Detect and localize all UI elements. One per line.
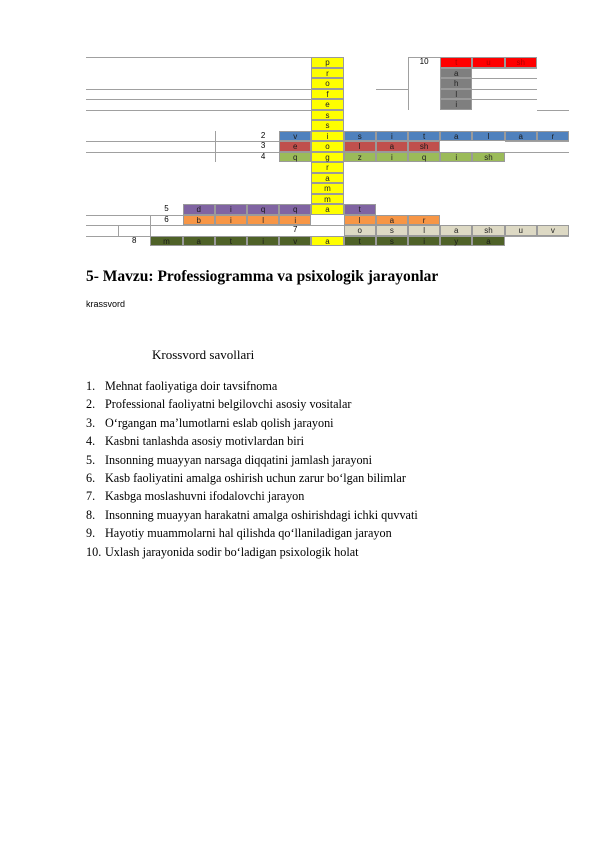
question-number: 8. [86, 507, 96, 522]
row-letter-cell: s [344, 131, 376, 142]
row-letter-cell: u [505, 225, 537, 236]
grid-line [86, 57, 311, 58]
row-letter-cell: sh [505, 57, 537, 68]
question-number: 5. [86, 452, 96, 467]
row-letter-cell: e [279, 141, 311, 152]
row-letter-cell: r [537, 131, 569, 142]
question-text: Mehnat faoliyatiga doir tavsifnoma [105, 379, 278, 393]
row-letter-cell: q [279, 204, 311, 215]
vertical-letter-cell: s [311, 120, 343, 131]
question-text: Insonning muayyan narsaga diqqatini jamlash jarayoni [105, 452, 373, 467]
question-item [86, 432, 418, 450]
row-letter-cell: i [376, 152, 408, 163]
row-letter-cell: l [344, 215, 376, 226]
row-letter-cell: v [279, 236, 311, 247]
crossword-grid [0, 0, 596, 270]
vertical-letter-cell: r [311, 68, 343, 79]
question-item [86, 506, 418, 524]
column-letter-cell: l [440, 89, 472, 100]
question-number: 6. [86, 470, 96, 485]
row-letter-cell: l [472, 131, 504, 142]
question-item [86, 487, 418, 505]
row-letter-cell: a [440, 131, 472, 142]
grid-line [86, 99, 311, 100]
grid-line [215, 131, 216, 163]
question-item [86, 524, 418, 542]
clue-number: 10 [419, 57, 429, 66]
questions-heading: Krossvord savollari [152, 347, 255, 362]
clue-number: 7 [293, 225, 298, 234]
question-item [86, 469, 418, 487]
question-text: Kasb faoliyatini amalga oshirish uchun zarur bo‘lgan bilimlar [105, 470, 406, 485]
vertical-letter-cell: g [311, 152, 343, 163]
row-letter-cell: t [440, 57, 472, 68]
row-letter-cell: z [344, 152, 376, 163]
row-letter-cell: i [279, 215, 311, 226]
clue-number: 8 [132, 235, 137, 245]
row-letter-cell: d [183, 204, 215, 215]
row-letter-cell: t [344, 236, 376, 247]
grid-line [86, 110, 311, 111]
question-text: Insonning muayyan harakatni amalga oshirishdagi ichki quvvati [105, 507, 418, 522]
row-letter-cell: sh [472, 152, 504, 163]
question-number: 4. [86, 434, 96, 449]
clue-number: 6 [164, 214, 169, 224]
vertical-letter-cell: a [311, 204, 343, 215]
question-text: Kasbga moslashuvni ifodalovchi jarayon [105, 489, 305, 504]
clue-number: 5 [164, 204, 169, 213]
vertical-letter-cell: e [311, 99, 343, 110]
row-letter-cell: b [183, 215, 215, 226]
row-letter-cell: a [472, 236, 504, 247]
row-letter-cell: v [537, 225, 569, 236]
row-letter-cell: s [376, 225, 408, 236]
grid-line [505, 141, 569, 142]
row-letter-cell: a [440, 225, 472, 236]
row-letter-cell: q [408, 152, 440, 163]
row-letter-cell: a [183, 236, 215, 247]
column-letter-cell: i [440, 99, 472, 110]
subtitle: krassvord [86, 299, 126, 309]
row-letter-cell: i [215, 215, 247, 226]
grid-line [537, 110, 569, 111]
grid-line [376, 89, 408, 90]
vertical-letter-cell: p [311, 57, 343, 68]
vertical-letter-cell: r [311, 162, 343, 173]
vertical-letter-cell: m [311, 183, 343, 194]
vertical-letter-cell: o [311, 141, 343, 152]
vertical-letter-cell: a [311, 173, 343, 184]
row-letter-cell: y [440, 236, 472, 247]
row-letter-cell: m [150, 236, 182, 247]
question-number: 1. [86, 379, 96, 393]
question-number: 9. [86, 526, 96, 541]
question-text: Hayotiy muammolarni hal qilishda qo‘llaniladigan jarayon [105, 526, 392, 541]
row-letter-cell: i [215, 204, 247, 215]
clue-number: 3 [260, 141, 266, 150]
row-letter-cell: i [440, 152, 472, 163]
question-item [86, 414, 418, 432]
row-letter-cell: a [311, 236, 343, 247]
questions-list [86, 377, 418, 561]
row-letter-cell: i [247, 236, 279, 247]
row-letter-cell: i [376, 131, 408, 142]
row-letter-cell: u [472, 57, 504, 68]
row-letter-cell: sh [472, 225, 504, 236]
question-text: O‘rgangan ma’lumotlarni eslab qolish jarayoni [105, 415, 334, 430]
row-letter-cell: r [408, 215, 440, 226]
page-title: 5- Mavzu: Professiogramma va psixologik jarayonlar [86, 268, 439, 285]
question-item [86, 395, 418, 413]
vertical-letter-cell: i [311, 131, 343, 142]
row-letter-cell: t [408, 131, 440, 142]
clue-number: 4 [260, 151, 266, 161]
row-letter-cell: t [344, 204, 376, 215]
question-number: 2. [86, 397, 96, 412]
question-text: Uxlash jarayonida sodir bo‘ladigan psixologik holat [105, 544, 359, 559]
vertical-letter-cell: o [311, 78, 343, 89]
question-text: Kasbni tanlashda asosiy motivlardan biri [105, 434, 305, 449]
column-letter-cell: a [440, 68, 472, 79]
clue-number: 2 [260, 130, 266, 140]
vertical-letter-cell: s [311, 110, 343, 121]
question-number: 7. [86, 489, 96, 504]
question-item [86, 451, 418, 469]
row-letter-cell: a [505, 131, 537, 142]
question-item [86, 543, 418, 561]
row-letter-cell: q [279, 152, 311, 163]
vertical-letter-cell: f [311, 89, 343, 100]
row-letter-cell: l [408, 225, 440, 236]
row-letter-cell: i [408, 236, 440, 247]
row-letter-cell: q [247, 204, 279, 215]
grid-line [86, 89, 311, 90]
grid-line [118, 225, 119, 236]
row-letter-cell: s [376, 236, 408, 247]
row-letter-cell: t [215, 236, 247, 247]
row-letter-cell: a [376, 141, 408, 152]
row-letter-cell: o [344, 225, 376, 236]
row-letter-cell: sh [408, 141, 440, 152]
question-number: 3. [86, 415, 96, 430]
vertical-letter-cell: m [311, 194, 343, 205]
question-text: Professional faoliyatni belgilovchi asosiy vositalar [105, 397, 352, 412]
question-item [86, 377, 418, 395]
row-letter-cell: a [376, 215, 408, 226]
row-letter-cell: l [247, 215, 279, 226]
question-number: 10. [86, 544, 102, 559]
row-letter-cell: l [344, 141, 376, 152]
row-letter-cell: v [279, 131, 311, 142]
column-letter-cell: h [440, 78, 472, 89]
